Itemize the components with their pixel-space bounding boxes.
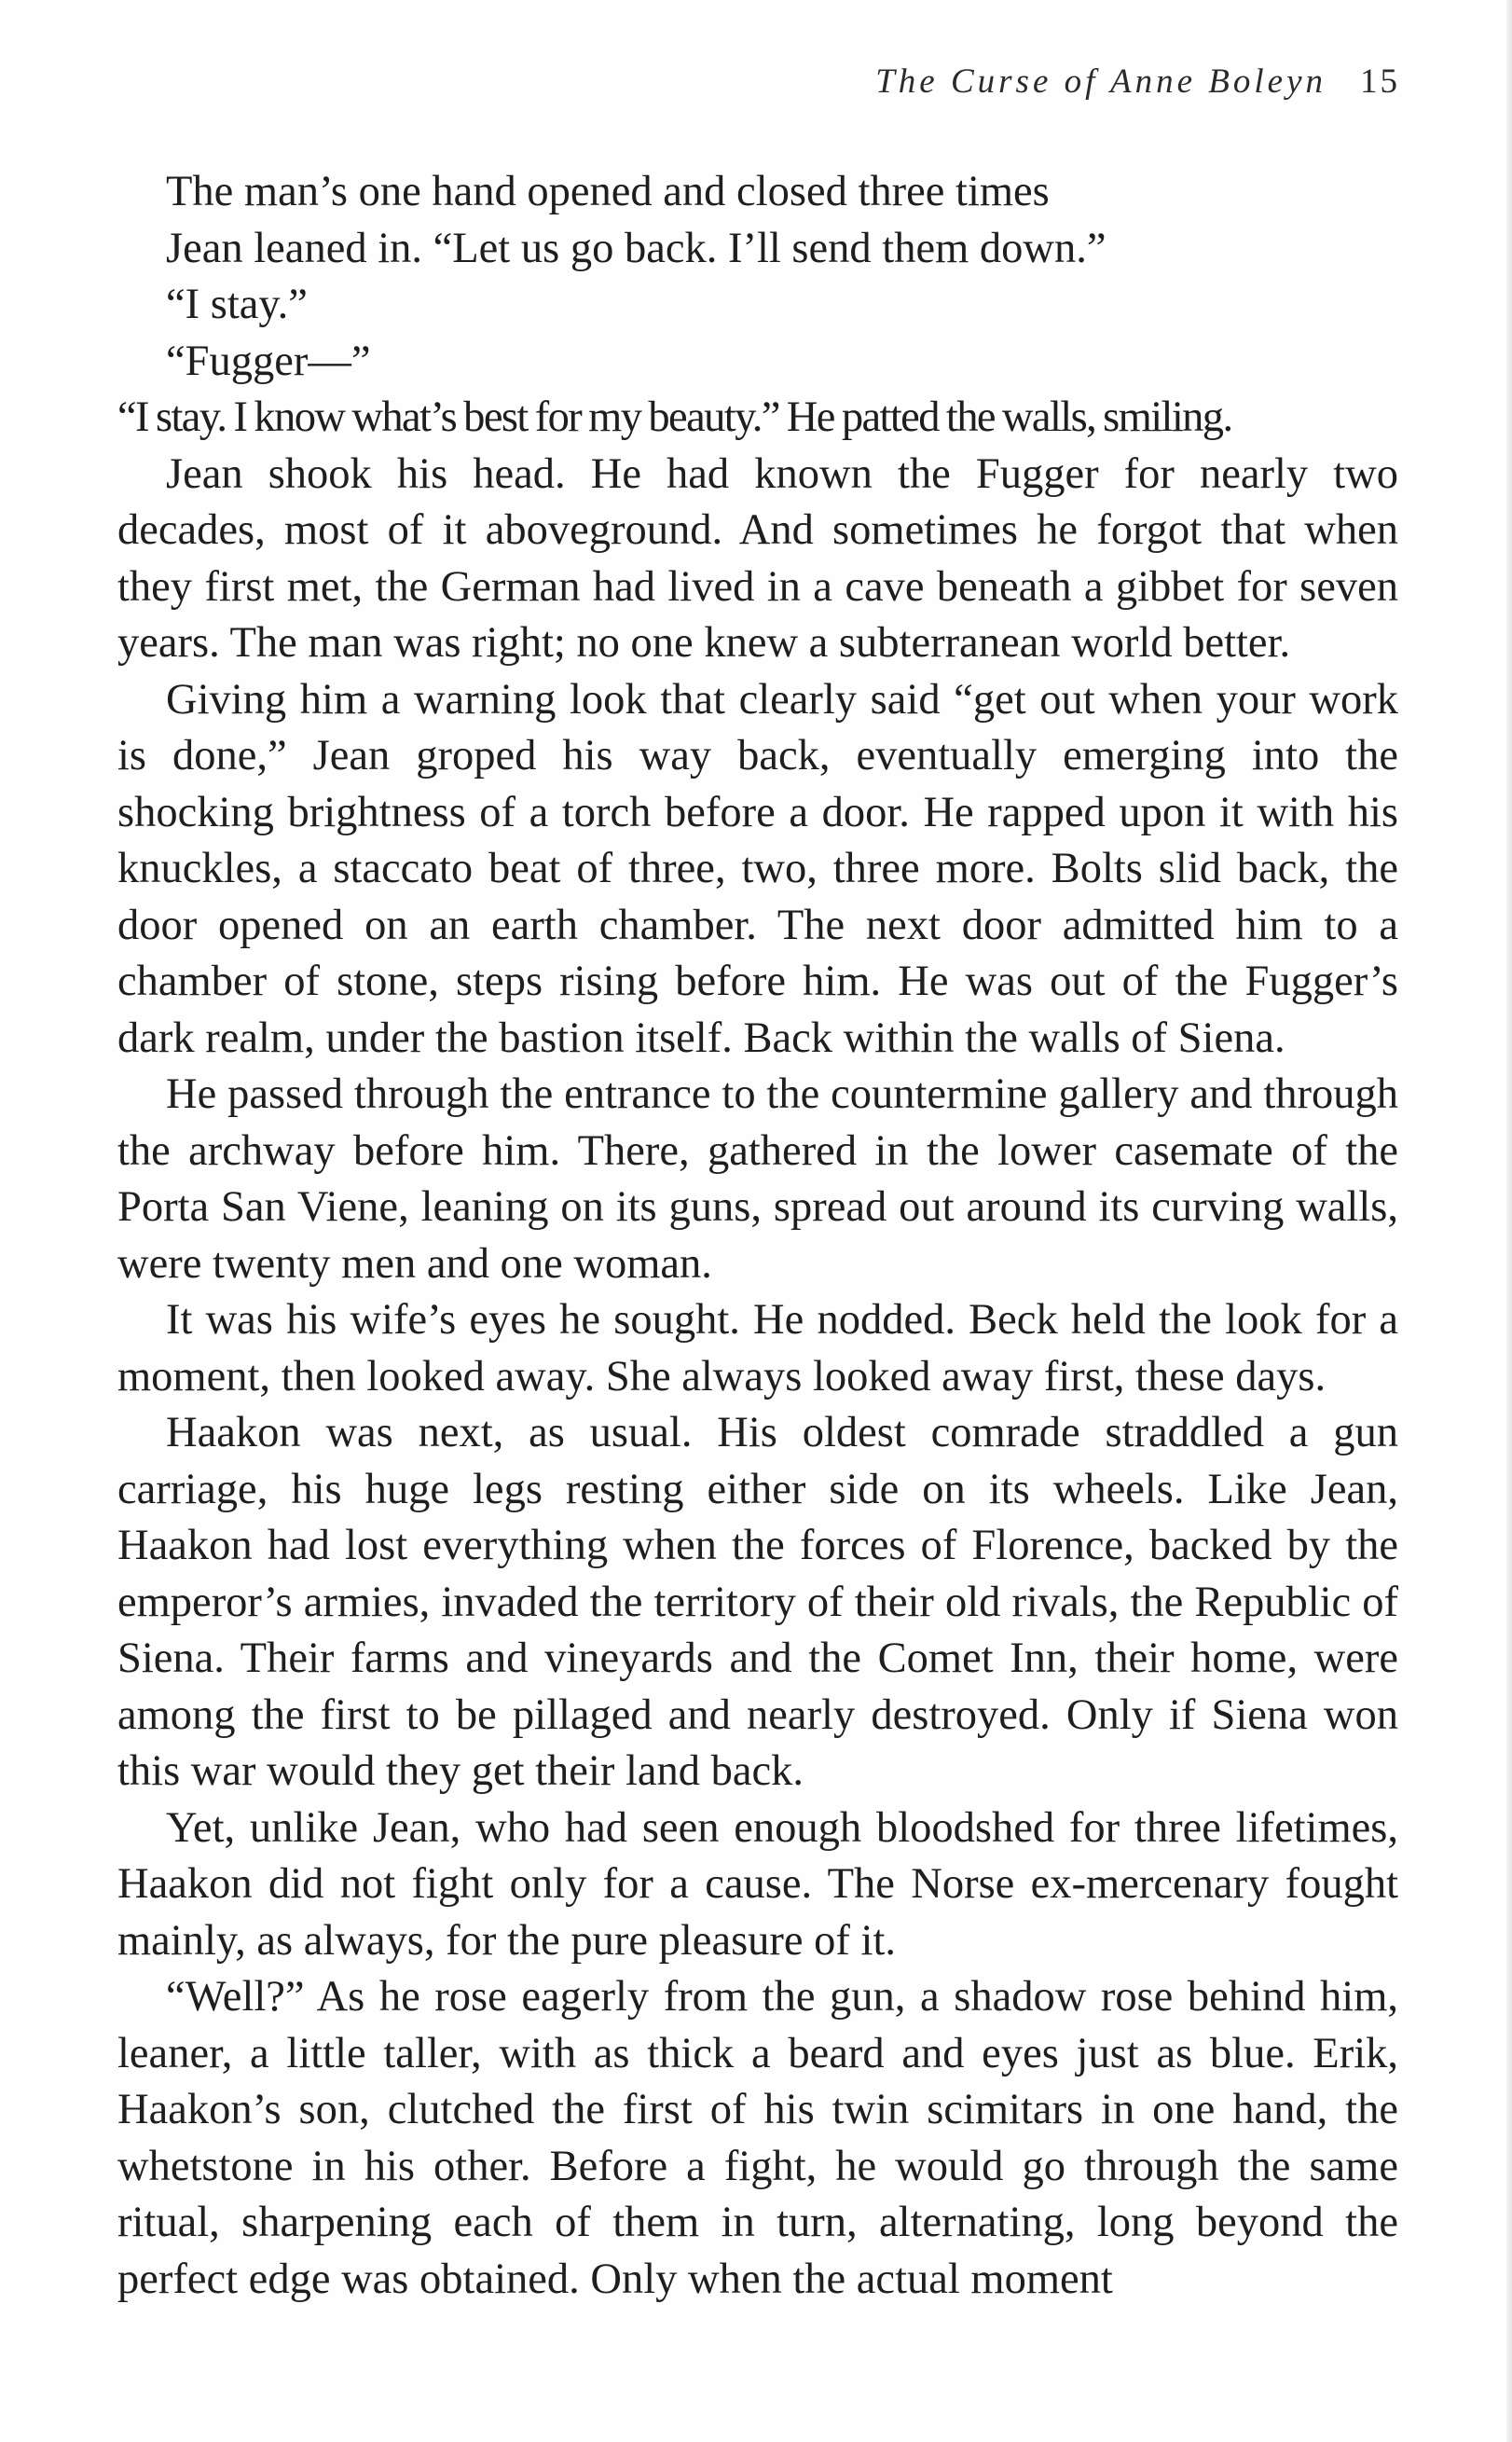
paragraph: “Well?” As he rose eagerly from the gun, a shadow rose behind him, leaner, a little taller, with as thick a beard and eyes just as blue. Erik, Haakon’s son, clutched the first of his twin scimitars in one hand, the whetstone in his other. Before a fight, he would go through the same ritual, sharpening each of them in turn, alternating, long beyond the perfect edge was obtained. Only when the actual moment — [117, 1973, 1398, 2303]
paragraph: “I stay.” — [166, 281, 308, 328]
paragraph: It was his wife’s eyes he sought. He nodded. Beck held the look for a moment, then looked away. She always looked away first, these days. — [117, 1296, 1398, 1400]
running-head — [875, 62, 1400, 117]
page-edge-shadow — [1506, 0, 1512, 2442]
paragraph: Haakon was next, as usual. His oldest comrade straddled a gun carriage, his huge legs resting either side on its wheels. Like Jean, Haakon had lost everything when the forces of Florence, backed by the emperor’s armies, invaded the territory of their old rivals, the Republic of Siena. Their farms and vineyards and the Comet Inn, their home, were among the first to be pillaged and nearly destroyed. Only if Siena won this war would they get their land back. — [117, 1409, 1398, 1795]
running-title: The Curse of Anne Boleyn — [875, 62, 1326, 101]
paragraph: The man’s one hand opened and closed three times — [166, 168, 1050, 215]
body-text — [117, 164, 1398, 2308]
paragraph: Yet, unlike Jean, who had seen enough bloodshed for three lifetimes, Haakon did not fight only for a cause. The Norse ex-mercenary fought mainly, as always, for the pure pleasure of it. — [117, 1803, 1398, 1965]
paragraph: “I stay. I know what’s best for my beauty.” He patted the walls, smiling. — [117, 393, 1232, 441]
paragraph: Jean leaned in. “Let us go back. I’ll send them down.” — [166, 224, 1107, 272]
paragraph: Giving him a warning look that clearly said “get out when your work is done,” Jean groped his way back, eventually emerging into the shocking brightness of a torch before a door. He rapped upon it with his knuckles, a staccato beat of three, two, three more. Bolts slid back, the door opened on an earth chamber. The next door admitted him to a chamber of stone, steps rising before him. He was out of the Fugger’s dark realm, under the bastion itself. Back within the walls of Siena. — [117, 675, 1398, 1062]
page-number: 15 — [1360, 62, 1400, 101]
paragraph: He passed through the entrance to the countermine gallery and through the archway before him. There, gathered in the lower casemate of the Porta San Viene, leaning on its guns, spread out around its curving walls, were twenty men and one woman. — [117, 1070, 1398, 1288]
paragraph: “Fugger—” — [166, 337, 371, 385]
paragraph: Jean shook his head. He had known the Fugger for nearly two decades, most of it aboveground. And sometimes he forgot that when they first met, the German had lived in a cave beneath a gibbet for seven years. The man was right; no one knew a subterranean world better. — [117, 449, 1398, 667]
